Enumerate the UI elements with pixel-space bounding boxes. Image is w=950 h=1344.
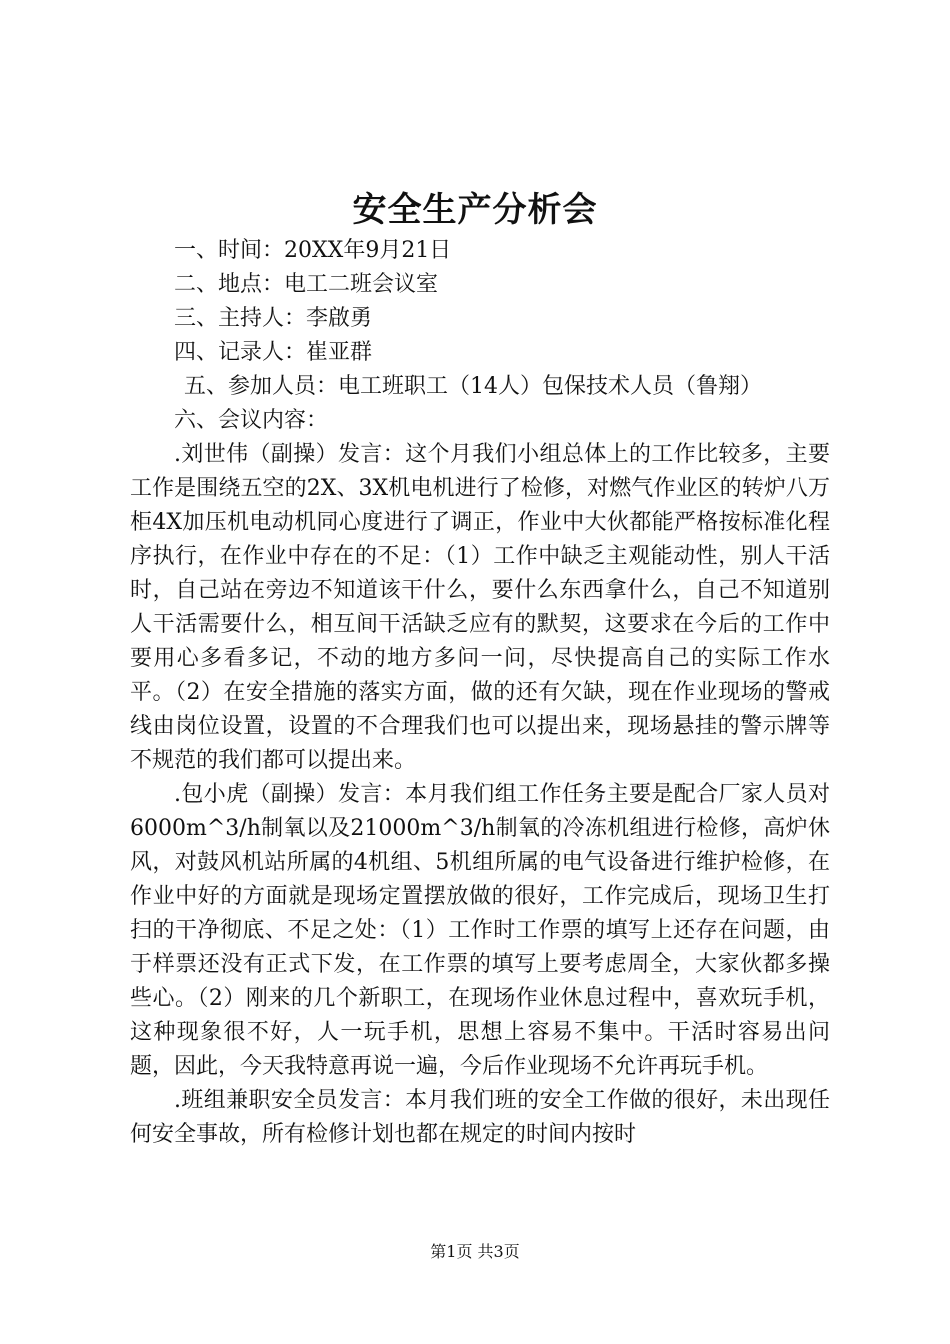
paragraph-time: 一、时间：20XX年9月21日	[174, 238, 452, 263]
paragraph-meeting-content-heading: 六、会议内容：	[174, 408, 329, 433]
paragraph-attendees: 五、参加人员：电工班职工（14人）包保技术人员（鲁翔）	[184, 374, 762, 399]
paragraph-host: 三、主持人：李啟勇	[174, 306, 373, 331]
document-body	[130, 234, 830, 1152]
paragraph-recorder: 四、记录人：崔亚群	[174, 340, 373, 365]
paragraph-speech-bao: .包小虎（副操）发言：本月我们组工作任务主要是配合厂家人员对6000m^3/h制氧以及21000m^3/h制氧的冷冻机组进行检修，高炉休风，对鼓风机站所属的4机组、5机组所属的电气设备进行维护检修，在作业中好的方面就是现场定置摆放做的很好，工作完成后，现场卫生打扫的干净彻底、不足之处：（1）工作时工作票的填写上还存在问题，由于样票还没有正式下发，在工作票的填写上要考虑周全，大家伙都多操些心。（2）刚来的几个新职工，在现场作业休息过程中，喜欢玩手机，这种现象很不好，人一玩手机，思想上容易不集中。干活时容易出问题，因此，今天我特意再说一遍，今后作业现场不允许再玩手机。	[130, 782, 830, 1079]
page-number-footer: 第1页 共3页	[430, 1242, 520, 1261]
paragraph-speech-liu: .刘世伟（副操）发言：这个月我们小组总体上的工作比较多，主要工作是围绕五空的2X、3X机电机进行了检修，对燃气作业区的转炉八万柜4X加压机电动机同心度进行了调正，作业中大伙都能严格按标准化程序执行，在作业中存在的不足：（1）工作中缺乏主观能动性，别人干活时，自己站在旁边不知道该干什么，要什么东西拿什么，自己不知道别人干活需要什么，相互间干活缺乏应有的默契，这要求在今后的工作中要用心多看多记，不动的地方多问一问，尽快提高自己的实际工作水平。（2）在安全措施的落实方面，做的还有欠缺，现在作业现场的警戒线由岗位设置，设置的不合理我们也可以提出来，现场悬挂的警示牌等不规范的我们都可以提出来。	[130, 442, 830, 773]
document-title: 安全生产分析会	[352, 190, 598, 230]
paragraph-speech-safety-officer: .班组兼职安全员发言：本月我们班的安全工作做的很好，未出现任何安全事故，所有检修计划也都在规定的时间内按时	[130, 1088, 830, 1147]
paragraph-location: 二、地点：电工二班会议室	[174, 272, 439, 297]
